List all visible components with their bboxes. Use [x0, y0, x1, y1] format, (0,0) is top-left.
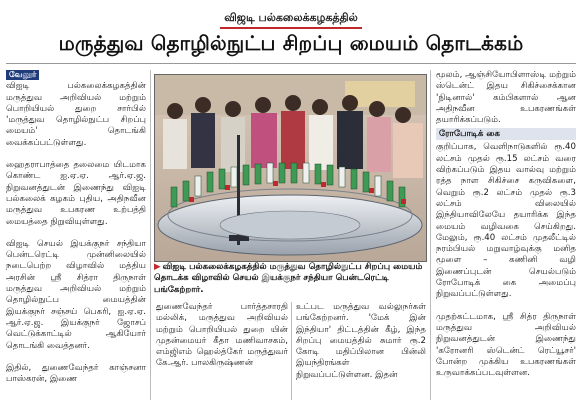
paragraph: விஐடி செயல் இயக்குநர் சந்தியா பென்டரெட்டி முன்னிலையில் நடைபெற்ற விழாவில் மத்திய அரசின் ஸ்ரீ சித்ரா திருநாள் மருத்துவ அறிவியல் மற்றும் தொழில்நுட்ப மையத்தின் இயக்குநர் சஞ்சய் பெகரி, ஐ.ஏ.ஏ. ஆர்.ஏ.ஜ. இயக்குநர் ஜோசப் வெட்டுக்காட்டில் ஆகியோர் தொடங்கி வைத்தனர்.: [6, 238, 146, 351]
kicker-text: விஜடி பல்கலைக்கழகத்தில்: [220, 11, 361, 29]
event-photo: [154, 74, 427, 262]
photo-caption: [154, 262, 425, 296]
paragraph: விஐடி பல்கலைக்கழகத்தின் மருத்துவ அறிவியல் மற்றும் பொறியியல் துறை சார்பில் 'மருத்துவ தொழில்நுட்ப சிறப்பு மையம்' தொடங்கி வைக்கப்பட்டுள்ளது.: [6, 81, 146, 148]
caption-text: விஐடி பல்கலைக்கழகத்தில் மருத்துவ தொழில்நுட்ப சிறப்பு மையம் தொடக்க விழாவில் செயல் இயக்குநர் சந்தியா பென்டரெட்டி பங்கேற்றார்.: [154, 262, 423, 295]
article-headline: மருத்துவ தொழில்நுட்ப சிறப்பு மையம் தொடக்கம்: [58, 31, 524, 55]
paragraph: ஹைதராபாத்தை தலைமை யிடமாக கொண்ட ஐ.ஏ.ஏ. ஆர்.ஏ.ஜ. நிறுவனத்துடன் இணைந்து விஐடி பல்கலைக் கழகம் புதிய, அதிநவீன மருத்துவ உபகரண உற்பத்தி மையத்தை நிறுவியுள்ளது.: [6, 160, 146, 227]
paragraph: உட்பட மருத்துவ வல்லுநர்கள் பங்கேற்றனர். 'மேக் இன் இந்தியா' திட்டத்தின் கீழ், இந்த சிறப்பு மையத்தில் சுமார் ரூ.2 கோடி மதிப்பிலான பின்லி இயந்திரங்கள் நிறுவப்பட்டுள்ளன. இதன்: [296, 302, 426, 380]
article-column-3: [296, 302, 426, 402]
dateline-badge: வேலூர்: [6, 70, 39, 80]
paragraph: குறிப்பாக, வெளிநாடுகளில் ரூ.40 லட்சம் முதல் ரூ.15 லட்சம் வரை விற்கப்படும் இதய வால்வு மற்றும் ரத்த நாள சிகிச்சை கருவிகளை, வெறும் ரூ.2 லட்சம் முதல் ரூ.3 லட்சம் விலையில் இந்தியாவிலேயே தயாரிக்க இந்த மையம் வழிவகை செய்கிறது. மேலும், ரூ.40 லட்சம் முதலீட்டில் நரம்பியல் மறுவாழ்வுக்கு மனித மூளை – கணினி வழி இணைப்புடன் செயல்படும் ரோபோடிக் கை அமைப்பு நிறுவப்பட்டுள்ளது.: [436, 142, 576, 300]
column-divider: [430, 70, 431, 400]
column-divider: [291, 302, 292, 400]
triangle-right-icon: ▶: [154, 262, 161, 272]
event-photo-image: [155, 75, 426, 261]
article-column-2: [156, 302, 288, 402]
paragraph: துணைவேந்தர் பார்த்தசாரதி மல்லிக், மருத்துவ அறிவியல் மற்றும் பொறியியல் துறை யின் முதன்மையர் கீதா மணிவாசகம், எம்ஜிஎம் ஹெல்த்கேர் மருத்துவர் கே.ஆர். பாலகிருஷ்ணன்: [156, 302, 288, 369]
paragraph: முதற்கட்டமாக, ஸ்ரீ சித்ர திருநாள் மருத்துவ அறிவியல் நிறுவனத்துடன் இணைந்து 'கரோனரி ஸ்டென்ட் ரெட்யூசர்' போன்ற முக்கிய உபகரணங்கள் உருவாக்கப்படவுள்ளன.: [436, 311, 576, 379]
article-column-4: [436, 70, 576, 406]
paragraph: இதில், துணைவேந்தர் காஞ்சனா பாஸ்கரன், இணை: [6, 362, 146, 385]
article-kicker: [0, 6, 582, 29]
headline-divider: [6, 63, 576, 64]
paragraph: [6, 70, 146, 81]
article-column-1: [6, 70, 146, 406]
column-divider: [150, 70, 151, 400]
subheading: ரோபோடிக் கை: [436, 128, 576, 140]
paragraph: மூலம், ஆஞ்சியோபிளாஸ்டி மற்றும் ஸ்டென்ட் இதய சிகிச்சைக்கான 'நிடினால்' கம்பிகளால் ஆன அதிநவீன உபகரணங்கள் தயாரிக்கப்படும்.: [436, 70, 576, 126]
